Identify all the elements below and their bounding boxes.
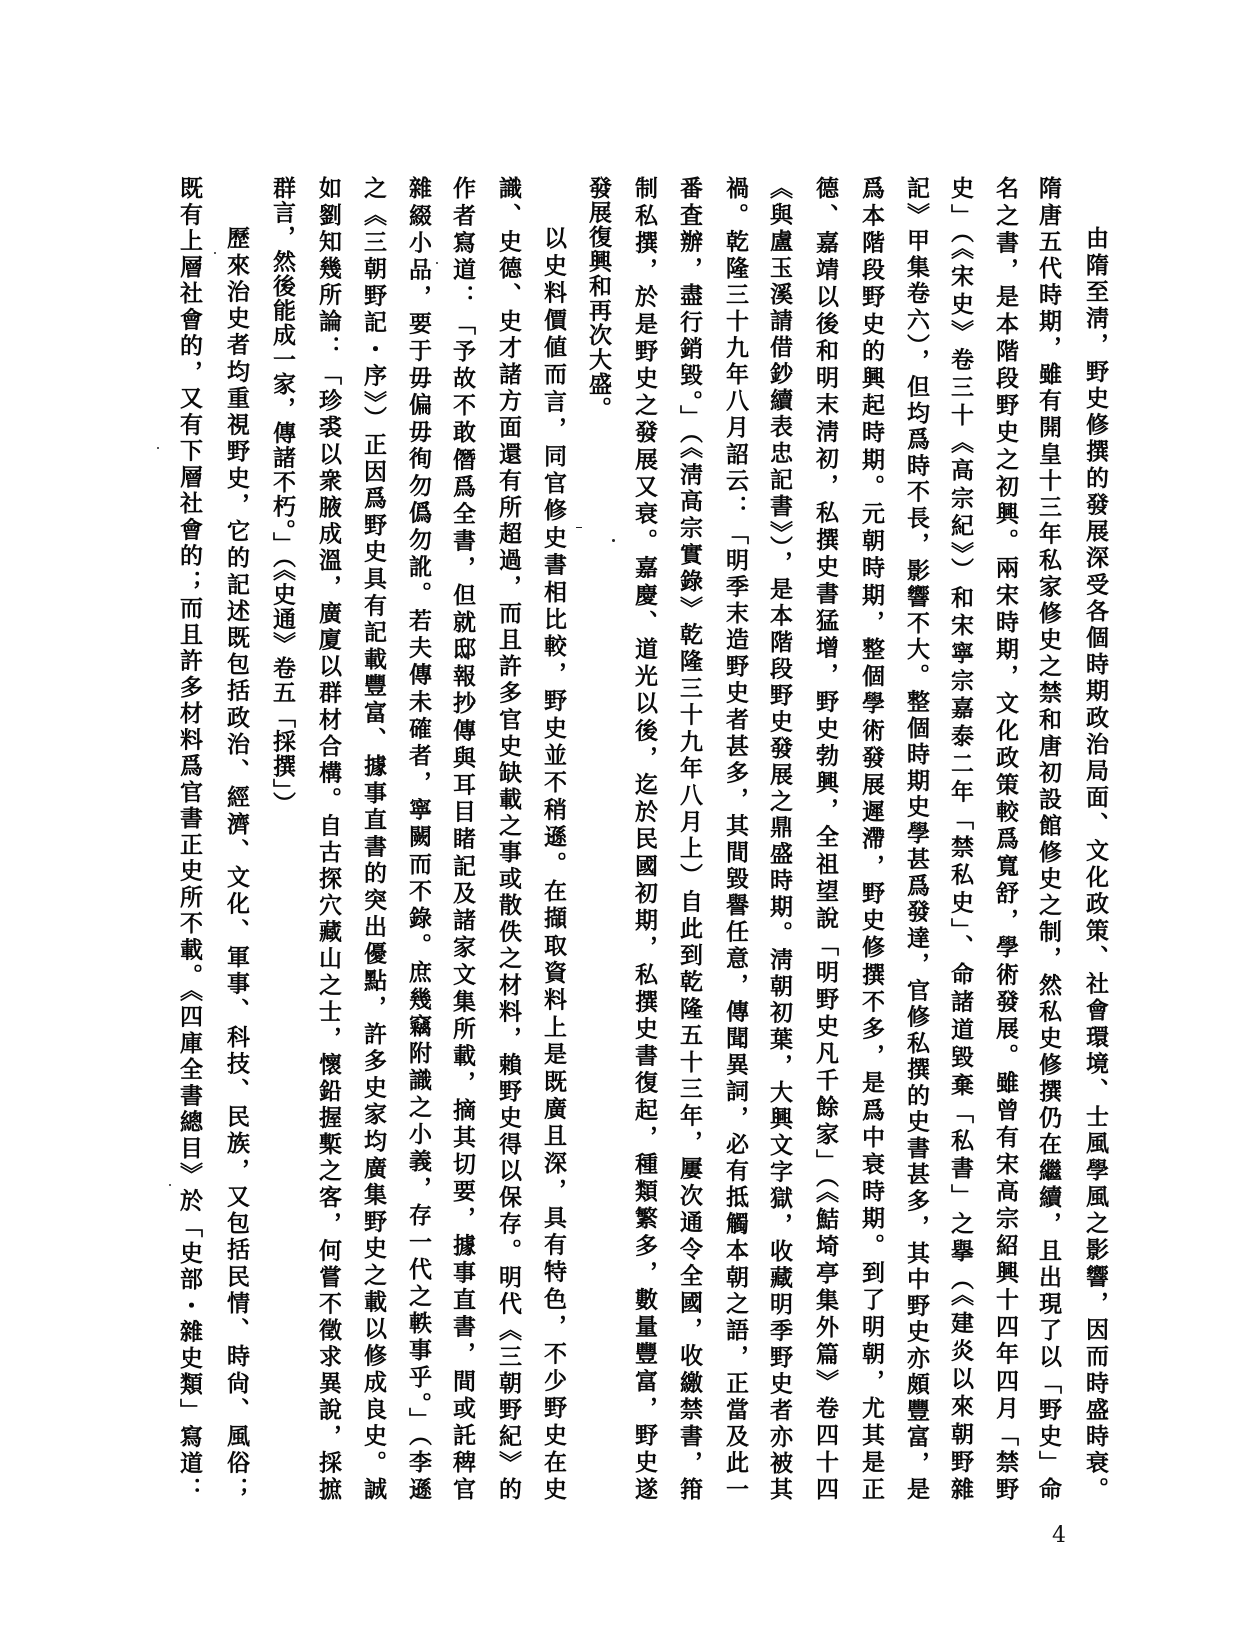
text-column: 以史料價値而言，同官修史書相比較，野史並不稍遜。在擷取資料上是既廣且深，具有特色，不少野史在史 [540,226,567,1500]
text-column: 既有上層社會的，又有下層社會的；而且許多材料爲官書正史所不載。《四庫全書總目》於「史部・雜史類」寫道： [176,176,203,1500]
text-column: 歷來治史者均重視野史，它的記述既包括政治、經濟、文化、軍事、科技、民族，又包括民情、時尙、風俗； [223,226,250,1500]
text-column: 爲本階段野史的興起時期。元朝時期，整個學術發展遲滯，野史修撰不多，是爲中衰時期。到了明朝，尤其是正 [858,176,885,1500]
text-column: 史」（《宋史》卷三十《高宗紀》）和宋寧宗嘉泰二年「禁私史」、命諸道毀棄「私書」之擧（《建炎以來朝野雜 [947,176,974,1500]
text-column: 識、史德、史才諸方面還有所超過，而且許多官史缺載之事或散佚之材料，賴野史得以保存。明代《三朝野紀》的 [495,176,522,1500]
scan-speck [576,527,582,528]
text-column: 之《三朝野記・序》）正因爲野史具有記載豐富、據事直書的突出優點，許多史家均廣集野史之載以修成良史。誠 [360,176,387,1500]
text-column: 禍。乾隆三十九年八月詔云：「明季末造野史者甚多，其間毀譽任意，傳聞異詞，必有抵觸本朝之語，正當及此一 [722,176,749,1500]
text-column: 番査辦，盡行銷毀。」（《淸高宗實錄》乾隆三十九年八月上）自此到乾隆五十三年，屢次通令全國，收繳禁書，箝 [676,176,703,1500]
text-column: 如劉知幾所論：「珍裘以衆腋成溫，廣廈以群材合構。自古探穴藏山之士，懷鉛握槧之客，何嘗不徵求異說，採摭 [315,176,342,1500]
scan-speck [214,252,216,254]
text-column: 發展復興和再次大盛。 [585,176,612,421]
scan-speck [436,262,438,264]
text-column: 群言，然後能成一家，傳諸不朽。」（《史通》卷五「採撰」） [269,176,296,816]
page-number: 4 [1052,1523,1066,1548]
text-column: 作者寫道：「予故不敢僭爲全書，但就邸報抄傳與耳目睹記及諸家文集所載，摘其切要，據事直書，間或託稗官 [449,176,476,1500]
scan-speck [157,447,159,449]
scan-speck [612,539,615,542]
scan-speck [169,1184,171,1186]
text-column: 雜綴小品，要于毋偏毋徇勿僞勿訛。若夫傳未確者，寧闕而不錄。庶幾竊附識之小義，存一代之軼事乎。」（李遜 [405,176,432,1500]
text-column: 名之書，是本階段野史之初興。兩宋時期，文化政策較爲寬舒，學術發展。雖曾有宋高宗紹興十四年四月「禁野 [992,176,1019,1500]
text-column: 德、嘉靖以後和明末淸初，私撰史書猛增，野史勃興，全祖望說「明野史凡千餘家」（《鮚埼亭集外篇》卷四十四 [812,176,839,1500]
text-column: 隋唐五代時期，雖有開皇十三年私家修史之禁和唐初設館修史之制，然私史修撰仍在繼續，且出現了以「野史」命 [1035,176,1062,1500]
text-column: 記》甲集卷六），但均爲時不長，影響不大。整個時期史學甚爲發達，官修私撰的史書甚多，其中野史亦頗豐富，是 [903,176,930,1500]
text-column: 制私撰，於是野史之發展又衰。嘉慶、道光以後，迄於民國初期，私撰史書復起，種類繁多，數量豐富，野史遂 [631,176,658,1500]
text-column: 由隋至淸，野史修撰的發展深受各個時期政治局面、文化政策、社會環境、士風學風之影響，因而時盛時衰。 [1082,226,1109,1500]
text-column: 《與盧玉溪請借鈔續表忠記書》），是本階段野史發展之鼎盛時期。淸朝初葉，大興文字獄，收藏明季野史者亦被其 [766,176,793,1500]
